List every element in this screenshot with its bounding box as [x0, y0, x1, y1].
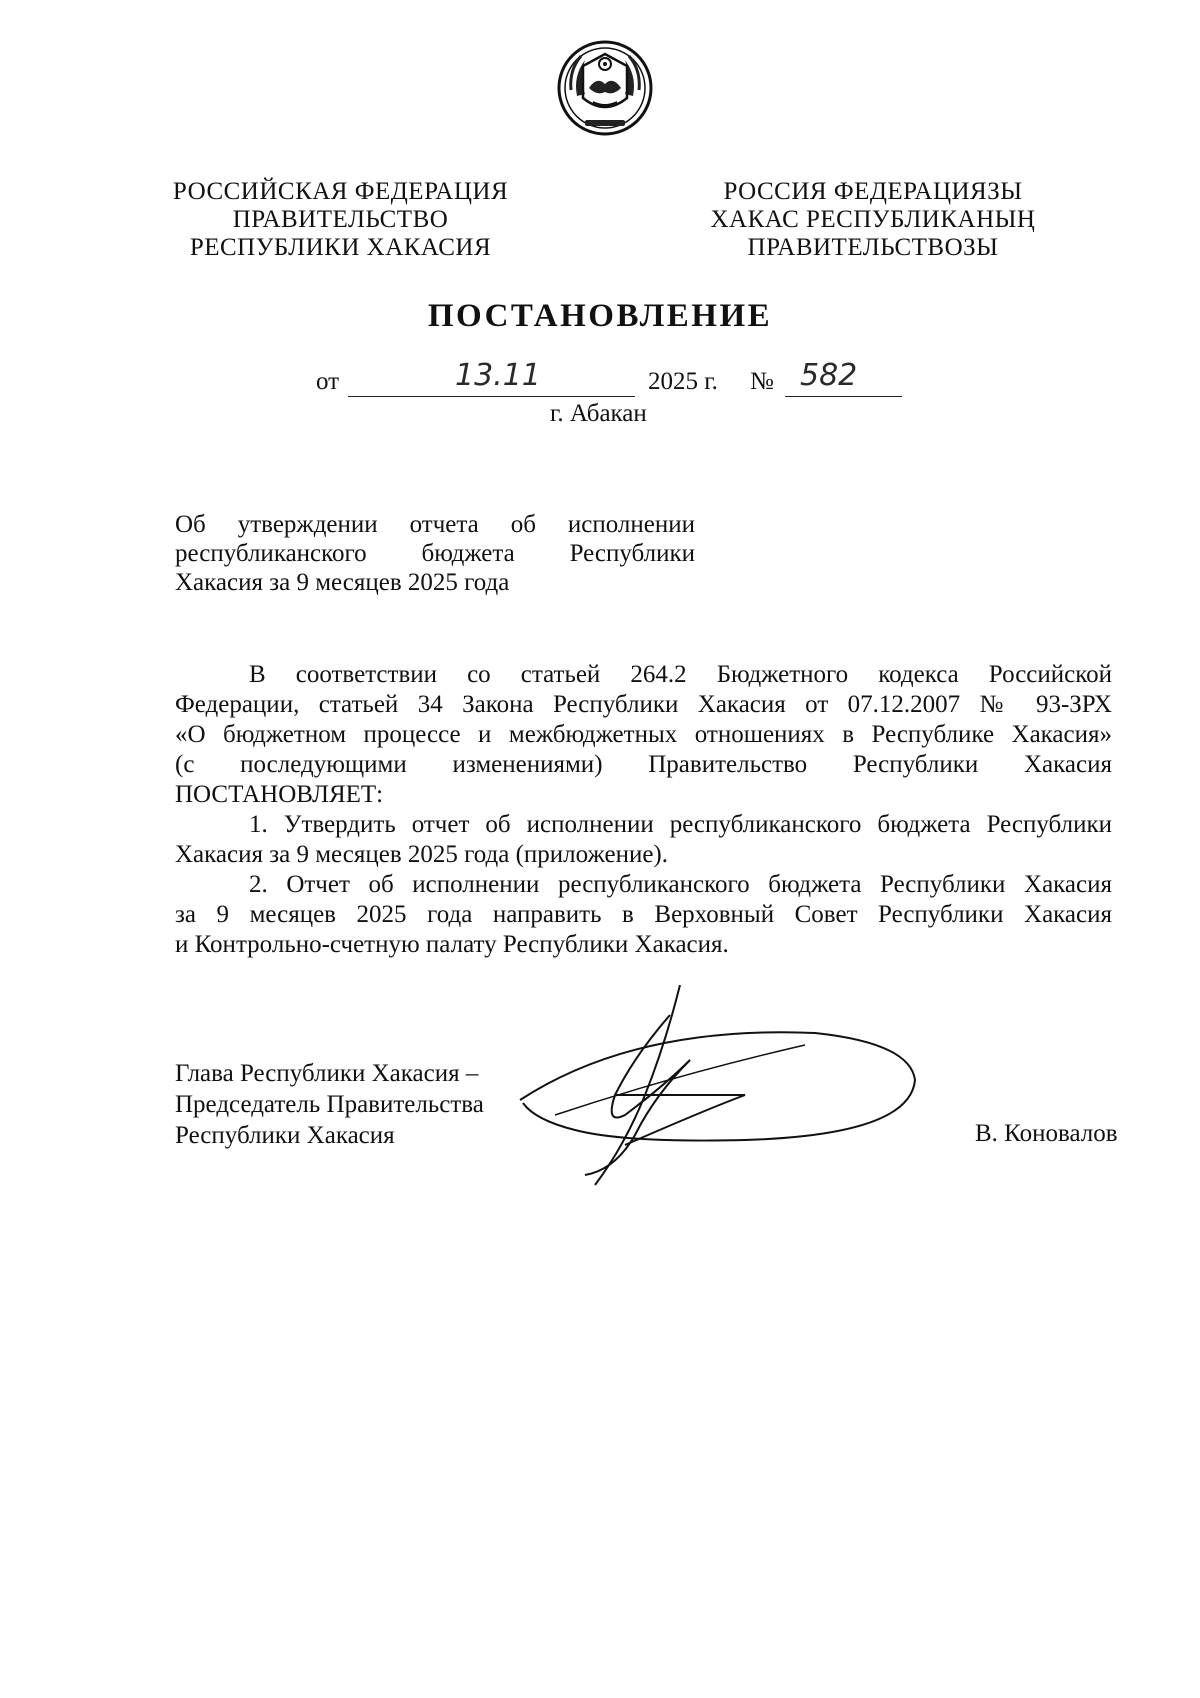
signatory-position	[175, 1058, 484, 1151]
body-line: ПОСТАНОВЛЯЕТ:	[175, 781, 384, 808]
subject-line: Хакасия за 9 месяцев 2025 года	[175, 569, 510, 596]
header-left-line: РОССИЙСКАЯ ФЕДЕРАЦИЯ	[172, 178, 509, 205]
signatory-name: В. Коновалов	[975, 1120, 1118, 1147]
number-underline	[785, 396, 902, 397]
date-prefix: от	[316, 368, 340, 395]
header-right-line: ПРАВИТЕЛЬСТВОЗЫ	[747, 234, 999, 261]
coat-of-arms-emblem	[555, 36, 655, 140]
body-line: Федерации, статьей 34 Закона Республики Хакасия от 07.12.2007 № 93-ЗРХ	[175, 691, 1112, 718]
signatory-position-line: Глава Республики Хакасия –	[175, 1060, 479, 1087]
signatory-position-line: Председатель Правительства	[175, 1091, 484, 1118]
signatory-position-line: Республики Хакасия	[175, 1122, 395, 1149]
document-subject	[175, 510, 695, 597]
body-line: Хакасия за 9 месяцев 2025 года (приложение).	[175, 841, 669, 868]
subject-line: Об утверждении отчета об исполнении	[175, 511, 695, 538]
header-left-line: РЕСПУБЛИКИ ХАКАСИЯ	[189, 234, 492, 261]
header-right	[708, 178, 1038, 262]
header-right-line: РОССИЯ ФЕДЕРАЦИЯЗЫ	[723, 178, 1023, 205]
handwritten-date: 13.11	[455, 358, 541, 393]
handwritten-number: 582	[800, 358, 858, 393]
body-line: 2. Отчет об исполнении республиканского бюджета Республики Хакасия	[249, 871, 1112, 898]
body-line: 1. Утвердить отчет об исполнении республиканского бюджета Республики	[249, 811, 1112, 838]
header-left-line: ПРАВИТЕЛЬСТВО	[232, 206, 449, 233]
body-line: за 9 месяцев 2025 года направить в Верховный Совет Республики Хакасия	[175, 901, 1112, 928]
body-line: В соответствии со статьей 264.2 Бюджетного кодекса Российской	[249, 661, 1112, 688]
body-line: (с последующими изменениями) Правительство Республики Хакасия	[175, 751, 1112, 778]
header-right-line: ХАКАС РЕСПУБЛИКАНЫҢ	[710, 206, 1036, 233]
body-line: «О бюджетном процессе и межбюджетных отношениях в Республике Хакасия»	[175, 721, 1112, 748]
date-year: 2025 г.	[648, 368, 718, 395]
city: г. Абакан	[550, 400, 647, 427]
document-title: ПОСТАНОВЛЕНИЕ	[427, 298, 773, 334]
number-label: №	[750, 368, 774, 395]
document-body	[175, 660, 1112, 960]
date-underline	[348, 396, 635, 397]
body-line: и Контрольно-счетную палату Республики Хакасия.	[175, 931, 729, 958]
handwritten-signature	[515, 985, 935, 1195]
header-left	[168, 178, 513, 262]
subject-line: республиканского бюджета Республики	[175, 540, 695, 567]
